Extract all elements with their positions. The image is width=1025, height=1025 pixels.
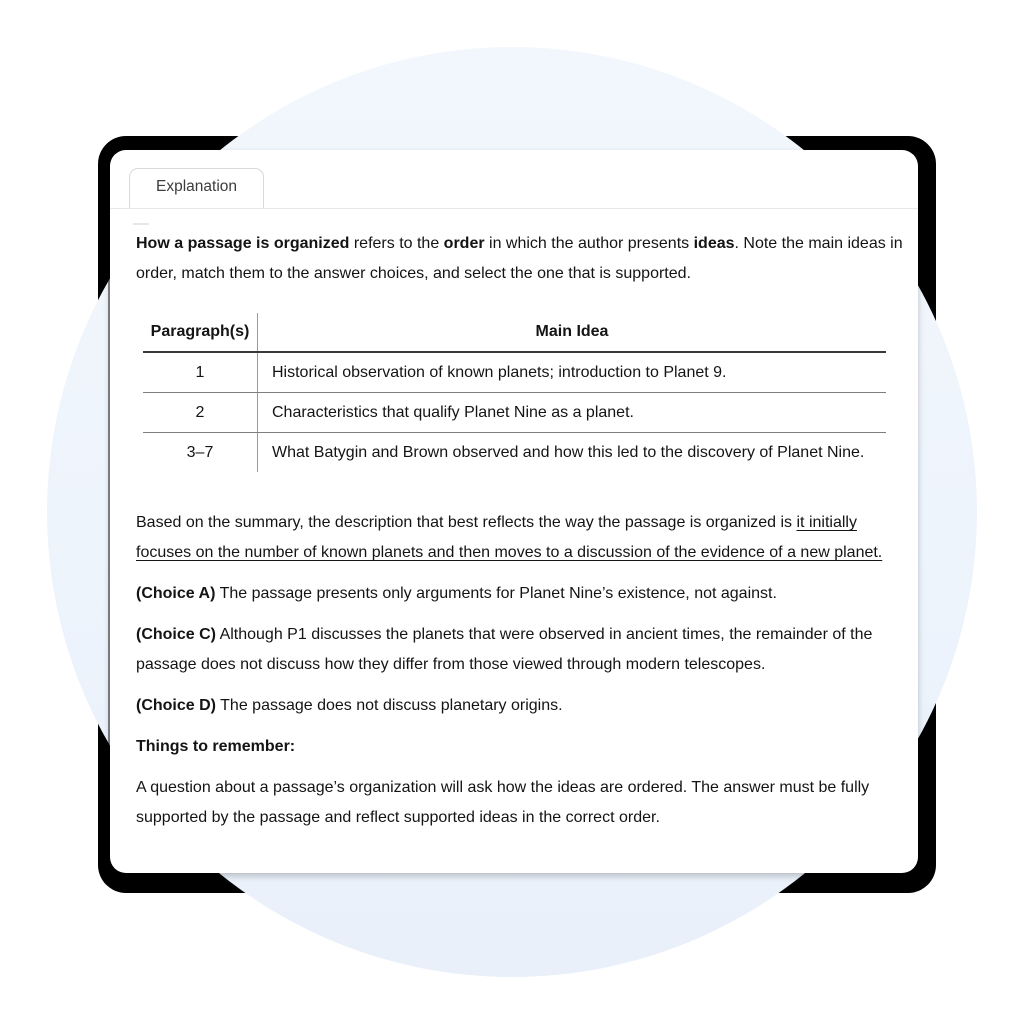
main-idea-cell: What Batygin and Brown observed and how this led to the discovery of Planet Nine. [272,443,865,461]
text: The passage presents only arguments for Planet Nine’s existence, not against. [215,585,777,602]
small-divider-dash [133,223,149,225]
tab-explanation[interactable] [129,168,264,208]
paragraph-number-cell: 2 [143,393,258,433]
explanation-card [110,150,918,873]
bold-text: ideas [693,235,735,252]
bold-text: (Choice D) [136,697,216,714]
text: Although P1 discusses the planets that were observed in ancient times, the remainder of the passage does not discuss how they differ from those viewed through modern telescopes. [136,626,873,673]
summary-paragraph [136,508,905,568]
underlined-text: it initially focuses on the number of known planets and then moves to a discussion of the evidence of a new planet. [136,514,883,561]
explanation-content [110,209,918,833]
text: Based on the summary, the description that best reflects the way the passage is organized is [136,514,797,531]
main-idea-cell: Characteristics that qualify Planet Nine as a planet. [258,393,887,433]
tab-bar [110,150,918,209]
intro-paragraph [136,229,905,289]
table-header-row [143,313,886,352]
choice-c-paragraph [136,620,905,680]
main-idea-cell: Historical observation of known planets; introduction to Planet 9. [258,352,887,393]
table-row [143,352,886,393]
paragraph-number-cell: 3–7 [143,433,258,473]
text: A question about a passage’s organization will ask how the ideas are ordered. The answer must be fully supported by the passage and reflect supported ideas in the correct order. [136,779,870,826]
text: refers to the [349,235,444,252]
choice-d-paragraph [136,691,905,721]
table-head [143,313,886,352]
main-idea-table [143,313,886,472]
things-to-remember-heading [136,732,905,762]
bold-text: How a passage is organized [136,235,350,252]
tab-explanation-label: Explanation [156,178,238,195]
table-row [143,433,886,473]
table-header-paragraphs: Paragraph(s) [143,313,258,352]
bold-text: order [443,235,485,252]
table-body [143,352,886,472]
text: in which the author presents [484,235,694,252]
table-row [143,393,886,433]
bold-text: (Choice C) [136,626,216,643]
text: The passage does not discuss planetary origins. [216,697,563,714]
bold-text: Things to remember: [136,738,296,755]
bold-text: (Choice A) [136,585,216,602]
table-header-main-idea: Main Idea [258,313,887,352]
paragraph-number-cell: 1 [143,352,258,393]
closing-paragraph [136,773,905,833]
text: . Note the main ideas in order, match them to the answer choices, and select the one that is supported. [136,235,903,282]
choice-a-paragraph [136,579,905,609]
